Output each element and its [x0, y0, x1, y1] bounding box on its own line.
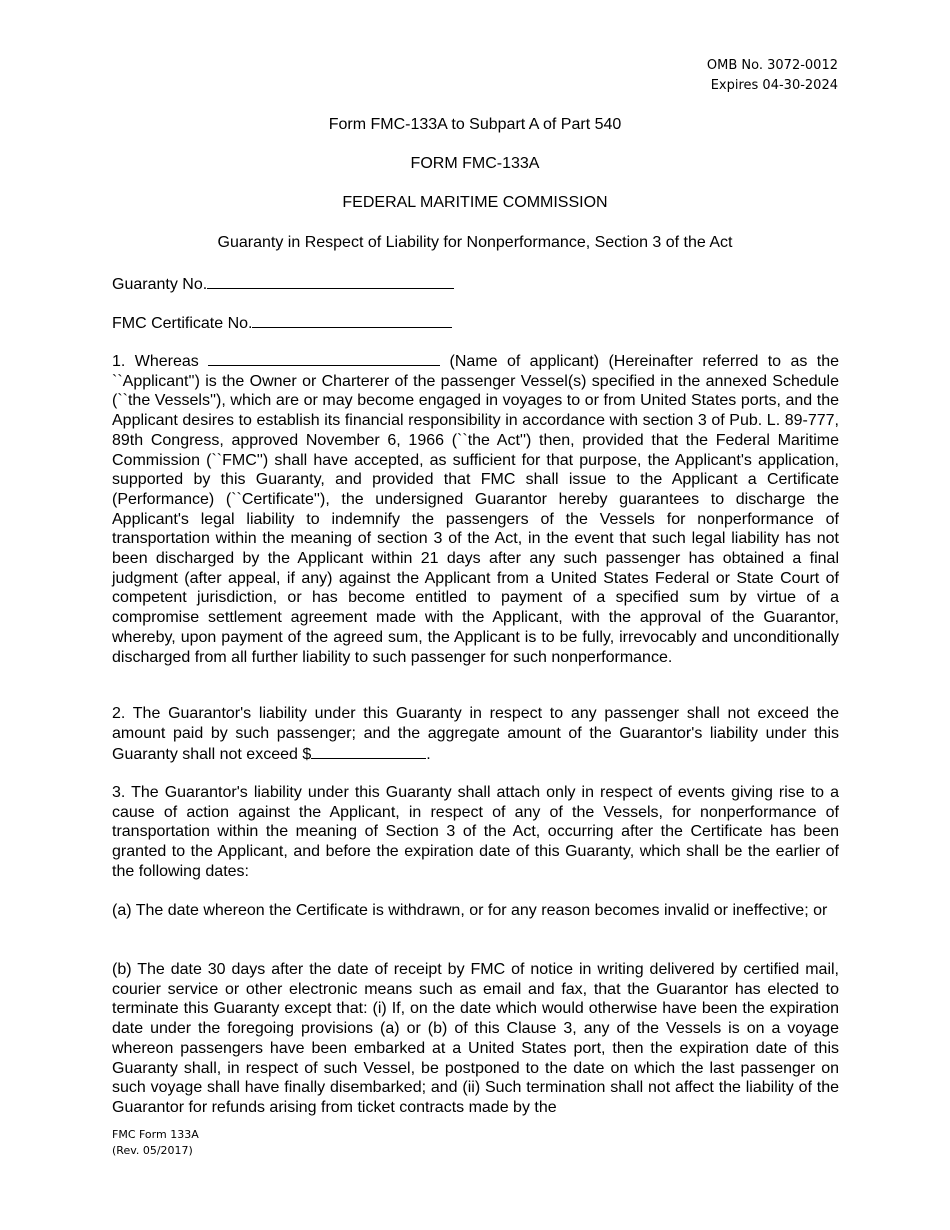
clause-3: 3. The Guarantor's liability under this Guaranty shall attach only in respect of events giving rise to a cause of action against the Applicant, in respect of any of the Vessels, for nonperformance of transportation within the meaning of Section 3 of the Act, occurring after the Certificate has been granted to the Applicant, and before the expiration date of this Guaranty, which shall be the earlier of the following dates: [112, 784, 839, 880]
omb-number: OMB No. 3072-0012 [706, 58, 838, 73]
agency-name: FEDERAL MARITIME COMMISSION [342, 194, 608, 211]
certificate-number-field [112, 312, 452, 334]
clause-1 [112, 350, 839, 667]
omb-expiration: Expires 04-30-2024 [710, 78, 838, 93]
clause-2-body: 2. The Guarantor's liability under this Guaranty in respect to any passenger shall not exceed the amount paid by such passenger; and the aggregate amount of the Guarantor's liability under this Guaranty shall not exceed $ [112, 705, 839, 764]
omb-block [707, 56, 838, 96]
page-footer [112, 1127, 199, 1159]
clause-1-body: (Name of applicant) (Hereinafter referred to as the ``Applicant'') is the Owner or Charterer of the passenger Vessel(s) specified in the annexed Schedule (``the Vessels''), which are or may become engaged in voyages to or from United States ports, and the Applicant desires to establish its financial responsibility in accordance with section 3 of Pub. L. 89-777, 89th Congress, approved November 6, 1966 (``the Act'') then, provided that the Federal Maritime Commission (``FMC'') shall have accepted, as sufficient for that purpose, the Applicant's application, supported by this Guaranty, and provided that FMC shall issue to the Applicant a Certificate (Performance) (``Certificate''), the undersigned Guarantor hereby guarantees to discharge the Applicant's legal liability to indemnify the passengers of the Vessels for nonperformance of transportation within the meaning of section 3 of the Act, in the event that such legal liability has not been discharged by the Applicant within 21 days after any such passenger has obtained a final judgment (after appeal, if any) against the Applicant from a United States Federal or State Court of competent jurisdiction, or has become entitled to payment of a specified sum by virtue of a compromise settlement agreement made with the Applicant, with the approval of the Guarantor, whereby, upon payment of the agreed sum, the Applicant is to be fully, irrevocably and unconditionally discharged from all further liability to such passenger for such nonperformance. [112, 353, 839, 666]
clause-2-suffix: . [426, 746, 431, 764]
footer-form-id: FMC Form 133A [112, 1128, 199, 1141]
form-name: FORM FMC-133A [410, 155, 540, 172]
certificate-number-label: FMC Certificate No. [112, 315, 253, 332]
guaranty-number-input[interactable] [207, 273, 454, 289]
guaranty-number-field [112, 273, 454, 295]
clause-2 [112, 704, 839, 765]
certificate-number-input[interactable] [252, 312, 452, 328]
subpart-title: Form FMC-133A to Subpart A of Part 540 [328, 116, 622, 133]
applicant-name-input[interactable] [208, 350, 440, 366]
form-subject: Guaranty in Respect of Liability for Nonperformance, Section 3 of the Act [217, 234, 733, 251]
clause-1-prefix: 1. Whereas [112, 353, 199, 370]
clause-3b: (b) The date 30 days after the date of receipt by FMC of notice in writing delivered by certified mail, courier service or other electronic means such as email and fax, that the Guarantor has elected to terminate this Guaranty except that: (i) If, on the date which would otherwise have been the expiration date under the foregoing provisions (a) or (b) of this Clause 3, any of the Vessels is on a voyage whereon passengers have been embarked at a United States port, then the expiration date of this Guaranty shall, in respect of such Vessel, be postponed to the date on which the last passenger on such voyage shall have finally disembarked; and (ii) Such termination shall not affect the liability of the Guarantor for refunds arising from ticket contracts made by the [112, 961, 839, 1116]
aggregate-amount-input[interactable] [311, 743, 426, 759]
footer-revision: (Rev. 05/2017) [112, 1144, 193, 1157]
clause-3a: (a) The date whereon the Certificate is withdrawn, or for any reason becomes invalid or ineffective; or [112, 902, 828, 919]
guaranty-number-label: Guaranty No. [112, 276, 208, 293]
